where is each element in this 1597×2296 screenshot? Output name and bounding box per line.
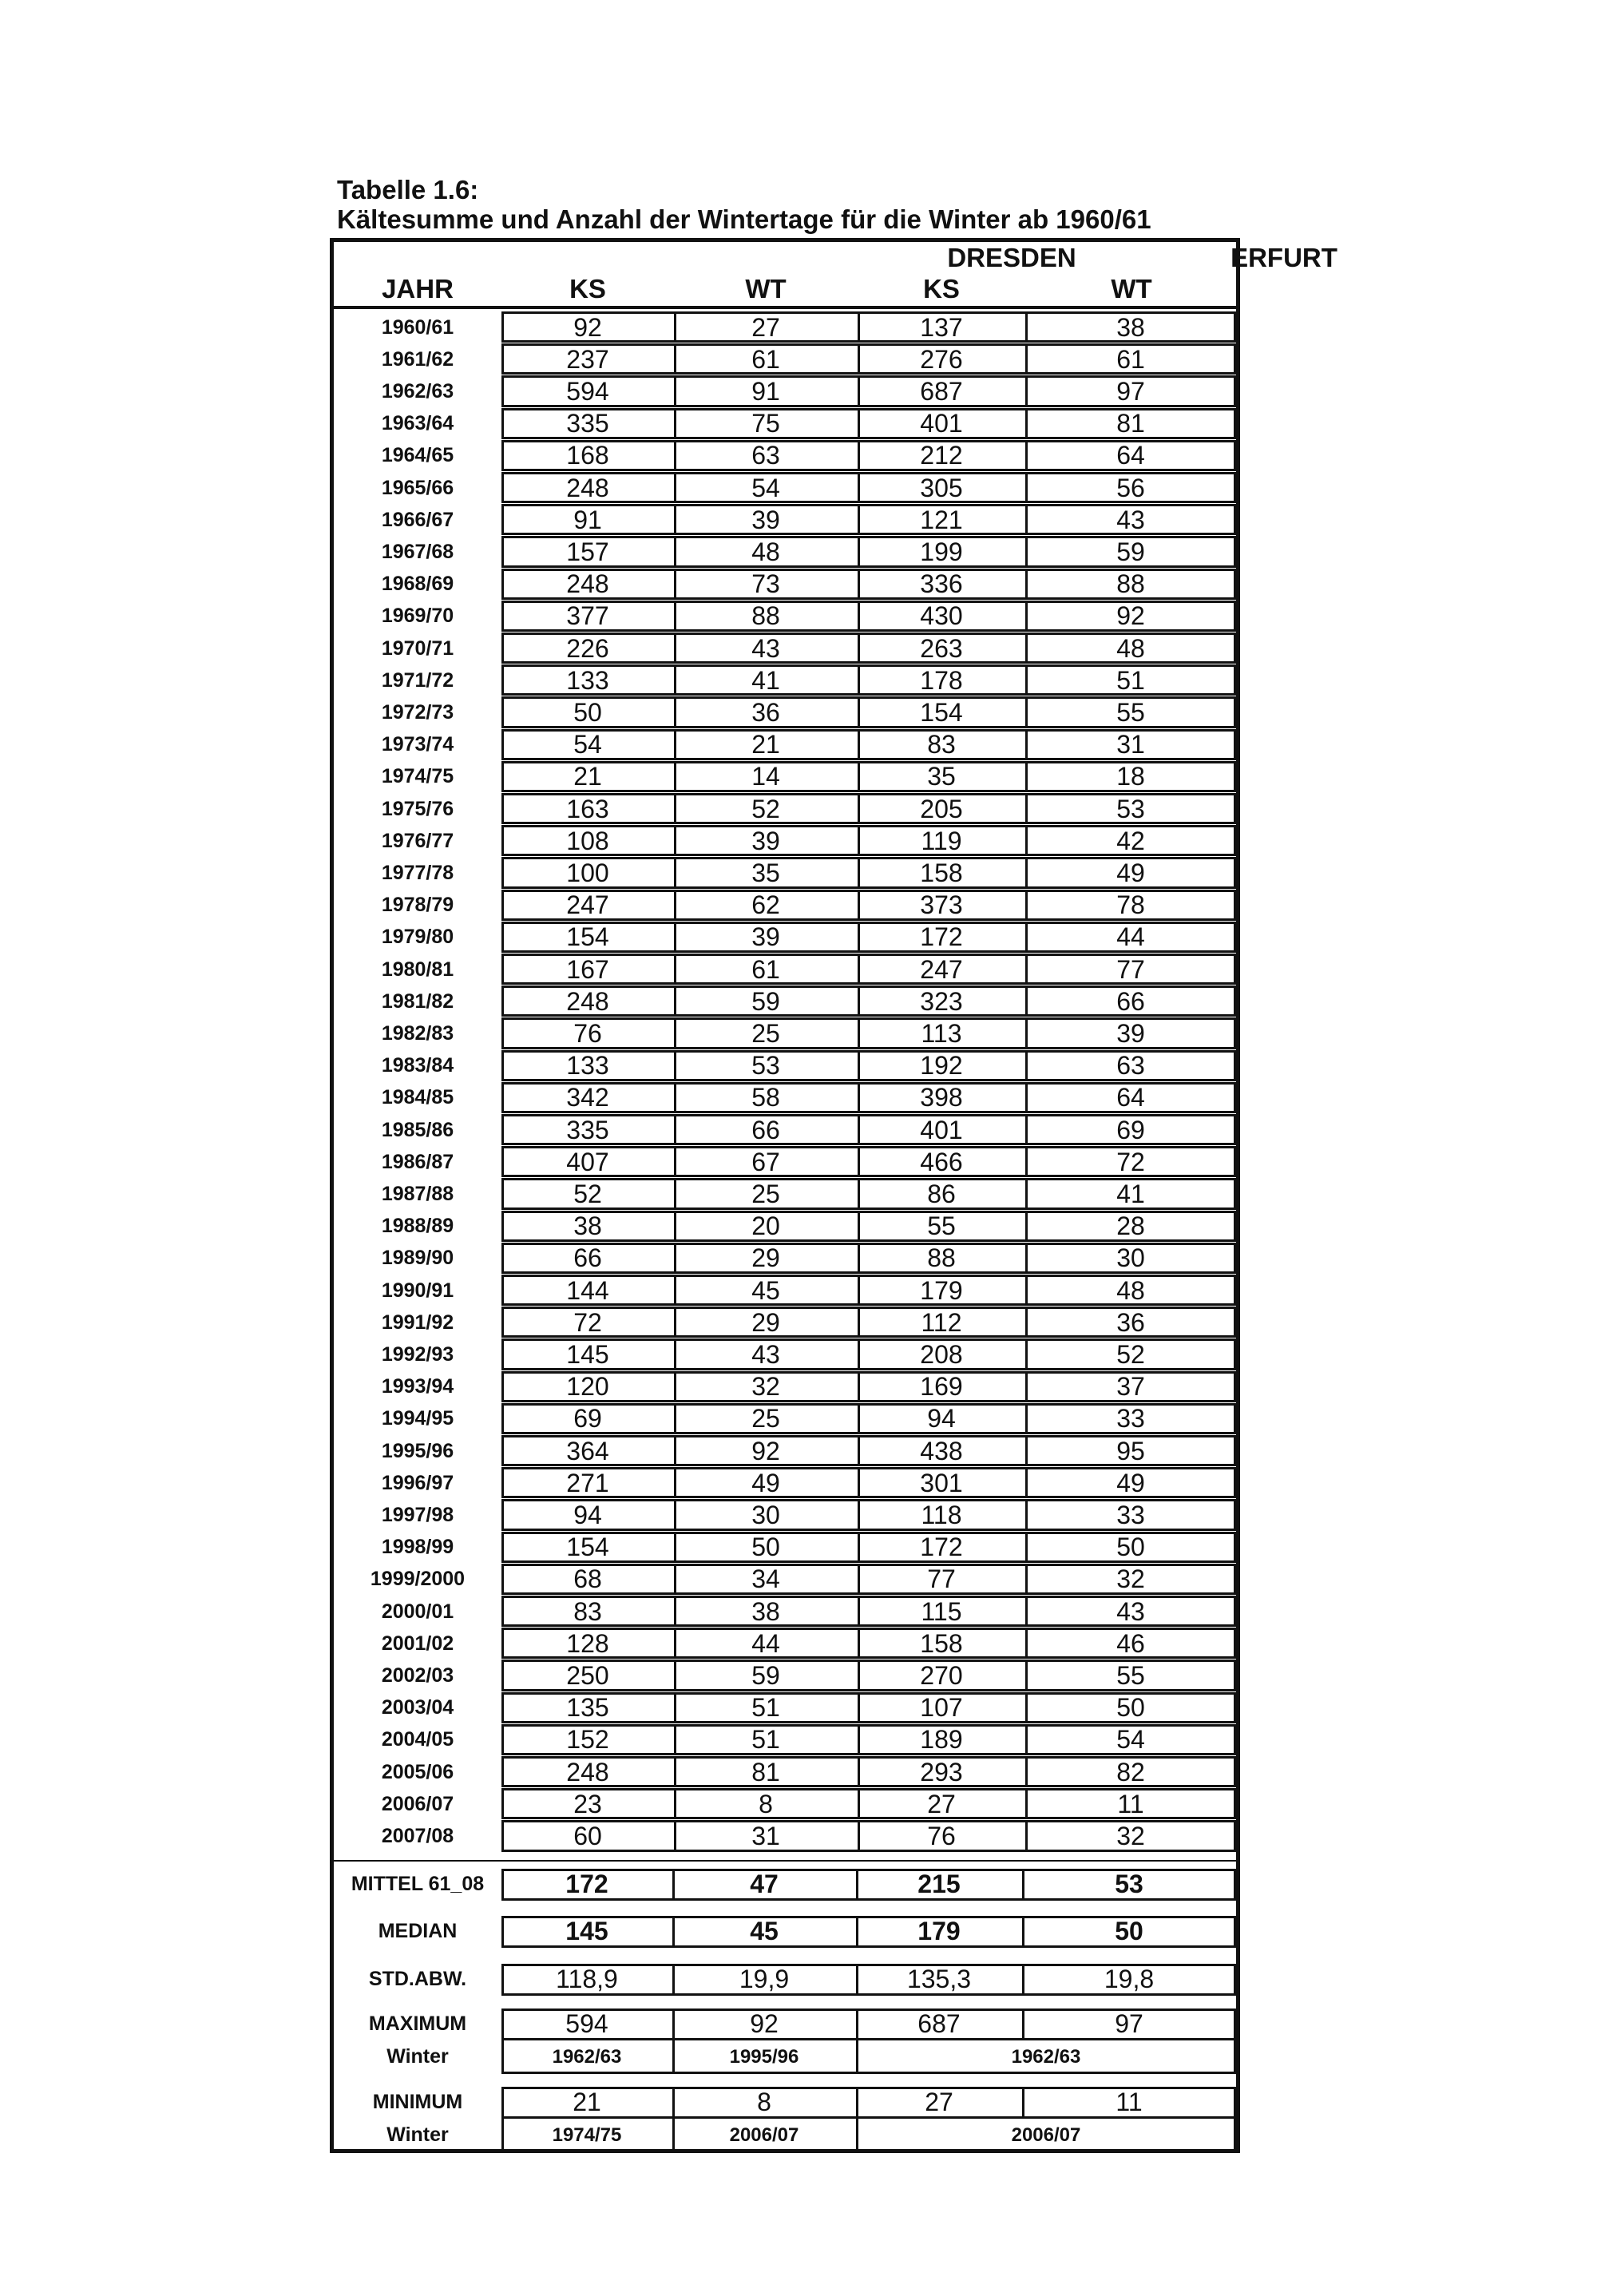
table-cell: 192 [920, 1051, 963, 1081]
table-cell: 77 [927, 1564, 956, 1594]
table-cell: 342 [566, 1083, 609, 1112]
year-label: 1990/91 [381, 1279, 454, 1302]
table-cell: 51 [751, 1693, 780, 1723]
table-cell: 27 [927, 1789, 956, 1818]
table-cell: 42 [1116, 826, 1145, 855]
table-cell: 39 [751, 826, 780, 855]
year-label: 1981/82 [381, 989, 454, 1013]
table-cell: 92 [573, 312, 602, 342]
table-cell: 33 [1116, 1404, 1145, 1434]
year-label: 1999/2000 [370, 1568, 466, 1591]
table-cell: 76 [573, 1018, 602, 1048]
stdabw-label: STD.ABW. [368, 1968, 467, 1991]
table-cell: 81 [1116, 409, 1145, 438]
year-label: 2006/07 [381, 1792, 454, 1815]
table-cell: 121 [920, 505, 963, 534]
year-label: 1983/84 [381, 1054, 454, 1077]
table-cell: 154 [920, 697, 963, 727]
year-label: 1973/74 [381, 733, 454, 756]
maximum-value: 594 [565, 2009, 608, 2039]
table-cell: 212 [920, 441, 963, 470]
table-cell: 208 [920, 1339, 963, 1369]
table-subtitle: Kältesumme und Anzahl der Wintertage für die Winter ab 1960/61 [337, 204, 1151, 234]
table-cell: 407 [566, 1147, 609, 1176]
median-value: 145 [565, 1917, 608, 1946]
mittel-label: MITTEL 61_08 [351, 1873, 485, 1896]
table-cell: 39 [1116, 1018, 1145, 1048]
table-cell: 270 [920, 1660, 963, 1690]
minimum-winter-value: 2006/07 [1011, 2124, 1081, 2146]
table-cell: 91 [751, 376, 780, 406]
table-cell: 38 [1116, 312, 1145, 342]
year-label: 2005/06 [381, 1760, 454, 1783]
table-cell: 29 [751, 1307, 780, 1337]
table-cell: 167 [566, 954, 609, 984]
table-cell: 323 [920, 986, 963, 1016]
year-label: 1978/79 [381, 894, 454, 917]
table-cell: 51 [751, 1725, 780, 1755]
header-divider [334, 306, 1236, 309]
table-cell: 144 [566, 1275, 609, 1305]
year-label: 1979/80 [381, 926, 454, 949]
table-cell: 86 [927, 1179, 956, 1208]
table-cell: 271 [566, 1468, 609, 1497]
minimum-value: 8 [757, 2088, 771, 2117]
table-cell: 55 [1116, 697, 1145, 727]
year-label: 1967/68 [381, 540, 454, 563]
table-title: Tabelle 1.6: [337, 175, 479, 204]
table-cell: 41 [751, 665, 780, 695]
table-cell: 248 [566, 1757, 609, 1786]
maximum-value: 687 [917, 2009, 961, 2039]
year-label: 2002/03 [381, 1664, 454, 1687]
year-label: 2007/08 [381, 1824, 454, 1847]
year-label: 1962/63 [381, 379, 454, 402]
table-cell: 133 [566, 665, 609, 695]
table-cell: 43 [1116, 1596, 1145, 1626]
data-table [330, 238, 1337, 2153]
minimum-winter-value: 2006/07 [729, 2124, 799, 2146]
stdabw-value: 19,9 [739, 1965, 790, 1994]
minimum-winter-label: Winter [386, 2124, 449, 2147]
table-cell: 157 [566, 537, 609, 566]
table-cell: 60 [573, 1821, 602, 1850]
table-cell: 377 [566, 601, 609, 631]
header-dresden: DRESDEN [947, 243, 1076, 272]
table-cell: 305 [920, 473, 963, 502]
table-cell: 53 [751, 1051, 780, 1081]
table-cell: 55 [927, 1211, 956, 1241]
header-dresden-wt: WT [745, 274, 787, 303]
table-cell: 301 [920, 1468, 963, 1497]
minimum-label: MINIMUM [372, 2091, 463, 2114]
table-cell: 38 [751, 1596, 780, 1626]
table-cell: 31 [1116, 730, 1145, 759]
median-value: 179 [917, 1917, 961, 1946]
table-cell: 401 [920, 1115, 963, 1144]
minimum-value: 11 [1116, 2088, 1143, 2117]
median-value: 45 [750, 1917, 779, 1946]
table-cell: 25 [751, 1018, 780, 1048]
table-cell: 248 [566, 569, 609, 599]
table-cell: 50 [751, 1533, 780, 1562]
table-cell: 77 [1116, 954, 1145, 984]
stdabw-value: 135,3 [906, 1965, 972, 1994]
table-cell: 61 [1116, 344, 1145, 374]
year-label: 1965/66 [381, 476, 454, 499]
table-cell: 59 [1116, 537, 1145, 566]
table-cell: 401 [920, 409, 963, 438]
minimum-value: 27 [925, 2088, 953, 2117]
table-cell: 263 [920, 633, 963, 663]
table-cell: 119 [921, 826, 962, 855]
table-cell: 39 [751, 922, 780, 952]
table-cell: 27 [751, 312, 780, 342]
maximum-winter-value: 1962/63 [1011, 2045, 1081, 2068]
year-label: 1989/90 [381, 1247, 454, 1270]
year-label: 2003/04 [381, 1696, 454, 1719]
stdabw-value: 19,8 [1104, 1965, 1155, 1994]
table-cell: 35 [927, 762, 956, 791]
mittel-value: 53 [1115, 1870, 1143, 1899]
summary-divider [334, 1860, 1236, 1862]
table-cell: 154 [566, 922, 609, 952]
year-label: 1974/75 [381, 765, 454, 788]
table-cell: 247 [920, 954, 963, 984]
table-cell: 63 [751, 441, 780, 470]
table-cell: 137 [920, 312, 963, 342]
table-cell: 61 [751, 344, 780, 374]
table-cell: 92 [1116, 601, 1145, 631]
table-cell: 53 [1116, 794, 1145, 823]
table-cell: 398 [920, 1083, 963, 1112]
maximum-value: 97 [1115, 2009, 1143, 2039]
minimum-winter-value: 1974/75 [552, 2124, 622, 2146]
table-cell: 54 [573, 730, 602, 759]
table-cell: 152 [566, 1725, 609, 1755]
year-label: 2001/02 [381, 1632, 454, 1655]
table-cell: 59 [751, 986, 780, 1016]
table-cell: 128 [566, 1628, 609, 1658]
table-cell: 594 [566, 376, 609, 406]
table-cell: 49 [1116, 1468, 1145, 1497]
table-cell: 55 [1116, 1660, 1145, 1690]
table-cell: 25 [751, 1179, 780, 1208]
table-cell: 247 [566, 890, 609, 920]
year-label: 1969/70 [381, 605, 454, 628]
year-label: 1994/95 [381, 1407, 454, 1430]
table-cell: 178 [920, 665, 963, 695]
year-label: 1988/89 [381, 1215, 454, 1238]
mittel-value: 172 [565, 1870, 608, 1899]
year-label: 1975/76 [381, 797, 454, 820]
table-cell: 438 [920, 1436, 963, 1465]
table-cell: 88 [927, 1243, 956, 1273]
table-cell: 112 [921, 1307, 962, 1337]
table-cell: 91 [573, 505, 602, 534]
table-cell: 58 [751, 1083, 780, 1112]
table-cell: 14 [751, 762, 780, 791]
table-cell: 107 [920, 1693, 963, 1723]
table-cell: 158 [920, 1628, 963, 1658]
year-label: 1982/83 [381, 1021, 454, 1045]
table-cell: 64 [1116, 441, 1145, 470]
header-erfurt-wt: WT [1111, 274, 1152, 303]
table-cell: 83 [573, 1596, 602, 1626]
table-cell: 118 [921, 1500, 962, 1529]
stdabw-value: 118,9 [556, 1965, 618, 1994]
year-label: 2004/05 [381, 1728, 454, 1751]
table-cell: 75 [751, 409, 780, 438]
table-cell: 335 [566, 1115, 609, 1144]
table-cell: 63 [1116, 1051, 1145, 1081]
header-dresden-ks: KS [569, 274, 606, 303]
maximum-winter-label: Winter [386, 2045, 449, 2068]
table-cell: 44 [751, 1628, 780, 1658]
year-label: 1996/97 [381, 1471, 454, 1494]
table-cell: 52 [573, 1179, 602, 1208]
table-cell: 205 [920, 794, 963, 823]
year-label: 1971/72 [381, 668, 454, 692]
table-cell: 32 [1116, 1564, 1145, 1594]
table-cell: 169 [920, 1372, 963, 1402]
table-cell: 33 [1116, 1500, 1145, 1529]
table-cell: 364 [566, 1436, 609, 1465]
table-cell: 67 [751, 1147, 780, 1176]
maximum-winter-value: 1995/96 [729, 2045, 799, 2068]
year-label: 1960/61 [381, 315, 454, 339]
table-cell: 108 [566, 826, 609, 855]
header-jahr: JAHR [382, 274, 454, 303]
table-cell: 35 [751, 858, 780, 887]
table-cell: 25 [751, 1404, 780, 1434]
header-erfurt: ERFURT [1230, 243, 1337, 272]
table-cell: 49 [1116, 858, 1145, 887]
table-cell: 120 [566, 1372, 609, 1402]
table-cell: 50 [573, 697, 602, 727]
table-cell: 52 [751, 794, 780, 823]
table-cell: 30 [751, 1500, 780, 1529]
minimum-value: 21 [573, 2088, 601, 2117]
table-cell: 88 [1116, 569, 1145, 599]
table-cell: 145 [566, 1339, 609, 1369]
table-cell: 94 [573, 1500, 602, 1529]
table-cell: 81 [751, 1757, 780, 1786]
table-cell: 250 [566, 1660, 609, 1690]
maximum-label: MAXIMUM [368, 2012, 467, 2036]
table-cell: 66 [1116, 986, 1145, 1016]
table-cell: 88 [751, 601, 780, 631]
table-cell: 83 [927, 730, 956, 759]
table-cell: 92 [751, 1436, 780, 1465]
table-cell: 32 [1116, 1821, 1145, 1850]
table-cell: 39 [751, 505, 780, 534]
table-cell: 113 [921, 1018, 962, 1048]
table-cell: 48 [751, 537, 780, 566]
table-cell: 38 [573, 1211, 602, 1241]
table-cell: 82 [1116, 1757, 1145, 1786]
table-cell: 78 [1116, 890, 1145, 920]
table-cell: 68 [573, 1564, 602, 1594]
year-label: 1963/64 [381, 412, 454, 435]
table-cell: 44 [1116, 922, 1145, 952]
table-cell: 32 [751, 1372, 780, 1402]
table-cell: 179 [920, 1275, 963, 1305]
table-cell: 21 [573, 762, 602, 791]
table-cell: 335 [566, 409, 609, 438]
table-cell: 237 [566, 344, 609, 374]
table-cell: 466 [920, 1147, 963, 1176]
table-cell: 43 [751, 633, 780, 663]
median-label: MEDIAN [378, 1920, 458, 1943]
table-cell: 248 [566, 473, 609, 502]
table-cell: 45 [751, 1275, 780, 1305]
table-cell: 115 [921, 1596, 962, 1626]
year-label: 1977/78 [381, 861, 454, 884]
table-cell: 76 [927, 1821, 956, 1850]
year-label: 1986/87 [381, 1150, 454, 1173]
median-value: 50 [1115, 1917, 1143, 1946]
year-label: 1976/77 [381, 829, 454, 852]
table-cell: 66 [751, 1115, 780, 1144]
year-label: 1998/99 [381, 1536, 454, 1559]
table-cell: 30 [1116, 1243, 1145, 1273]
year-label: 1987/88 [381, 1182, 454, 1205]
year-label: 1991/92 [381, 1311, 454, 1334]
table-cell: 72 [573, 1307, 602, 1337]
table-cell: 28 [1116, 1211, 1145, 1241]
year-label: 1970/71 [381, 636, 454, 660]
table-cell: 158 [920, 858, 963, 887]
table-cell: 95 [1116, 1436, 1145, 1465]
year-label: 2000/01 [381, 1600, 454, 1623]
table-cell: 97 [1116, 376, 1145, 406]
year-label: 1972/73 [381, 700, 454, 724]
table-cell: 56 [1116, 473, 1145, 502]
table-cell: 163 [566, 794, 609, 823]
table-cell: 37 [1116, 1372, 1145, 1402]
table-cell: 430 [920, 601, 963, 631]
table-cell: 66 [573, 1243, 602, 1273]
table-cell: 276 [920, 344, 963, 374]
table-cell: 373 [920, 890, 963, 920]
table-cell: 687 [920, 376, 963, 406]
table-cell: 36 [751, 697, 780, 727]
table-cell: 72 [1116, 1147, 1145, 1176]
year-label: 1980/81 [381, 958, 454, 981]
table-cell: 20 [751, 1211, 780, 1241]
header-erfurt-ks: KS [923, 274, 960, 303]
table-cell: 100 [566, 858, 609, 887]
table-cell: 73 [751, 569, 780, 599]
table-cell: 62 [751, 890, 780, 920]
table-cell: 226 [566, 633, 609, 663]
maximum-value: 92 [750, 2009, 779, 2039]
table-cell: 23 [573, 1789, 602, 1818]
table-cell: 46 [1116, 1628, 1145, 1658]
table-cell: 50 [1116, 1533, 1145, 1562]
table-cell: 94 [927, 1404, 956, 1434]
table-cell: 18 [1116, 762, 1145, 791]
table-cell: 36 [1116, 1307, 1145, 1337]
table-cell: 43 [751, 1339, 780, 1369]
table-cell: 54 [1116, 1725, 1145, 1755]
table-cell: 43 [1116, 505, 1145, 534]
table-cell: 21 [751, 730, 780, 759]
table-cell: 69 [1116, 1115, 1145, 1144]
mittel-value: 47 [750, 1870, 779, 1899]
table-cell: 248 [566, 986, 609, 1016]
table-cell: 48 [1116, 1275, 1145, 1305]
table-cell: 50 [1116, 1693, 1145, 1723]
table-cell: 189 [920, 1725, 963, 1755]
table-cell: 135 [566, 1693, 609, 1723]
table-cell: 49 [751, 1468, 780, 1497]
table-cell: 199 [920, 537, 963, 566]
maximum-winter-value: 1962/63 [552, 2045, 622, 2068]
table-cell: 293 [920, 1757, 963, 1786]
table-cell: 168 [566, 441, 609, 470]
table-cell: 52 [1116, 1339, 1145, 1369]
year-label: 1997/98 [381, 1503, 454, 1526]
year-label: 1985/86 [381, 1118, 454, 1141]
table-cell: 64 [1116, 1083, 1145, 1112]
table-cell: 8 [759, 1789, 773, 1818]
year-label: 1966/67 [381, 508, 454, 531]
year-label: 1995/96 [381, 1439, 454, 1462]
table-cell: 11 [1117, 1789, 1144, 1818]
table-cell: 51 [1116, 665, 1145, 695]
table-cell: 29 [751, 1243, 780, 1273]
table-cell: 54 [751, 473, 780, 502]
table-cell: 31 [751, 1821, 780, 1850]
year-label: 1993/94 [381, 1375, 454, 1398]
mittel-value: 215 [917, 1870, 961, 1899]
year-label: 1992/93 [381, 1342, 454, 1366]
table-cell: 133 [566, 1051, 609, 1081]
year-label: 1961/62 [381, 347, 454, 371]
year-label: 1964/65 [381, 444, 454, 467]
table-cell: 41 [1116, 1179, 1145, 1208]
table-cell: 61 [751, 954, 780, 984]
table-cell: 34 [751, 1564, 780, 1594]
table-cell: 154 [566, 1533, 609, 1562]
table-cell: 172 [920, 922, 963, 952]
year-label: 1968/69 [381, 573, 454, 596]
table-cell: 48 [1116, 633, 1145, 663]
table-cell: 336 [920, 569, 963, 599]
table-cell: 59 [751, 1660, 780, 1690]
table-cell: 69 [573, 1404, 602, 1434]
year-label: 1984/85 [381, 1086, 454, 1109]
table-cell: 172 [920, 1533, 963, 1562]
